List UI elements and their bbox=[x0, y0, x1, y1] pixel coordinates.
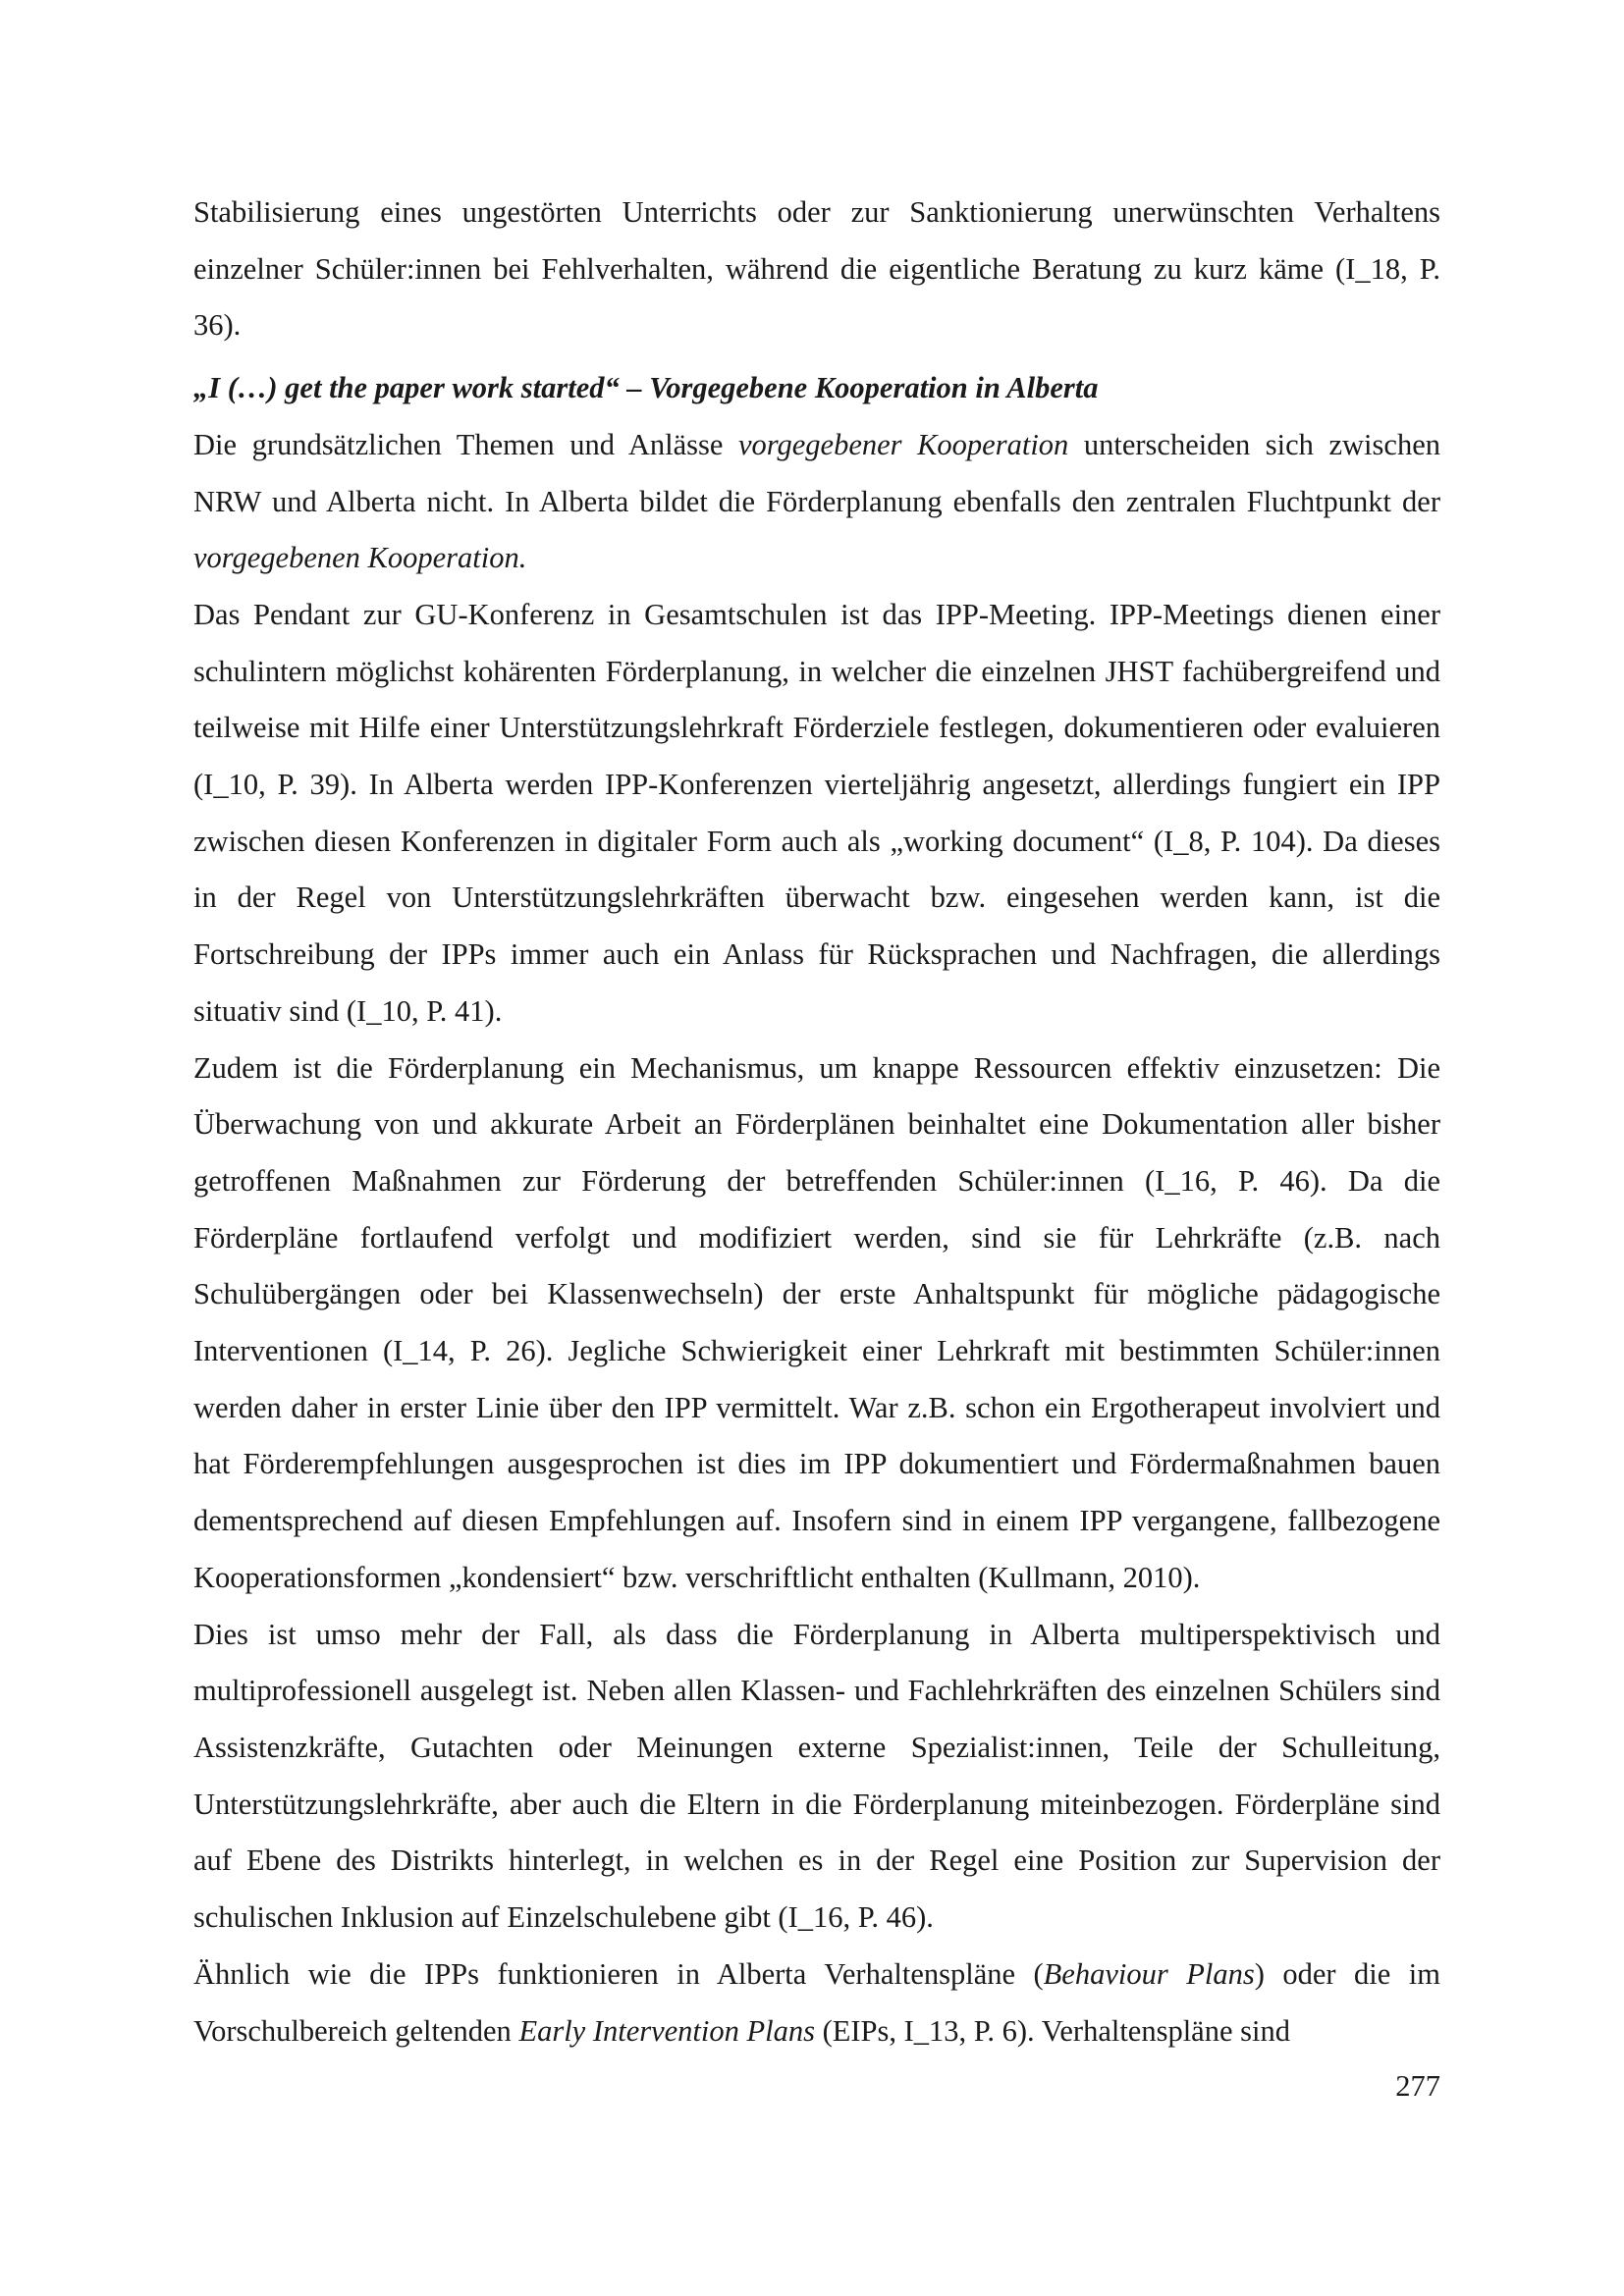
paragraph-resources: Zudem ist die Förderplanung ein Mechanismus, um knappe Ressourcen effektiv einzusetzen: Die Überwachung von und akkurate Arbeit an Förderplänen beinhaltet eine Dokumentation aller bisher getroffenen Maßnahmen zur Förderung der betreffenden Schüler:innen (I_16, P. 46). Da die Förderpläne fortlaufend verfolgt und modifiziert werden, sind sie für Lehrkräfte (z.B. nach Schulübergängen oder bei Klassenwechseln) der erste Anhaltspunkt für mögliche pädagogische Interventionen (I_14, P. 26). Jegliche Schwierigkeit einer Lehrkraft mit bestimmten Schüler:innen werden daher in erster Linie über den IPP vermittelt. War z.B. schon ein Ergotherapeut involviert und hat Förderempfehlungen ausgesprochen ist dies im IPP dokumentiert und Fördermaßnahmen bauen dementsprechend auf diesen Empfehlungen auf. Insofern sind in einem IPP vergangene, fallbezogene Kooperationsformen „kondensiert“ bzw. verschriftlicht enthalten (Kullmann, 2010). bbox=[193, 1050, 1440, 1594]
paragraph-behaviour-plans: Ähnlich wie die IPPs funktionieren in Alberta Verhaltenspläne (Behaviour Plans) oder die im Vorschulbereich geltenden Early Intervention Plans (EIPs, I_13, P. 6). Verhaltenspläne sind bbox=[193, 1956, 1441, 2048]
section-heading: „I (…) get the paper work started“ – Vorgegebene Kooperation in Alberta bbox=[193, 371, 1099, 405]
page-body bbox=[193, 185, 1440, 2059]
paragraph-ipp-meeting: Das Pendant zur GU-Konferenz in Gesamtschulen ist das IPP-Meeting. IPP-Meetings dienen einer schulintern möglichst kohärenten Förderplanung, in welcher die einzelnen JHST fachübergreifend und teilweise mit Hilfe einer Unterstützungslehrkraft Förderziele festlegen, dokumentieren oder evaluieren (I_10, P. 39). In Alberta werden IPP-Konferenzen vierteljährig angesetzt, allerdings fungiert ein IPP zwischen diesen Konferenzen in digitaler Form auch als „working document“ (I_8, P. 104). Da dieses in der Regel von Unterstützungslehrkräften überwacht bzw. eingesehen werden kann, ist die Fortschreibung der IPPs immer auch ein Anlass für Rücksprachen und Nachfragen, die allerdings situativ sind (I_10, P. 41). bbox=[193, 597, 1440, 1028]
paragraph-intro: Die grundsätzlichen Themen und Anlässe vorgegebener Kooperation unterscheiden sich zwischen NRW und Alberta nicht. In Alberta bildet die Förderplanung ebenfalls den zentralen Fluchtpunkt der vorgegebenen Kooperation. bbox=[193, 427, 1440, 575]
paragraph-multiprofessional: Dies ist umso mehr der Fall, als dass die Förderplanung in Alberta multiperspektivisch und multiprofessionell ausgelegt ist. Neben allen Klassen- und Fachlehrkräften des einzelnen Schülers sind Assistenzkräfte, Gutachten oder Meinungen externe Spezialist:innen, Teile der Schulleitung, Unterstützungslehrkräfte, aber auch die Eltern in die Förderplanung miteinbezogen. Förderpläne sind auf Ebene des Distrikts hinterlegt, in welchen es in der Regel eine Position zur Supervision der schulischen Inklusion auf Einzelschulebene gibt (I_16, P. 46). bbox=[193, 1617, 1440, 1935]
page-number: 277 bbox=[1395, 2069, 1440, 2103]
paragraph-continuation: Stabilisierung eines ungestörten Unterrichts oder zur Sanktionierung unerwünschten Verhaltens einzelner Schüler:innen bei Fehlverhalten, während die eigentliche Beratung zu kurz käme (I_18, P. 36). bbox=[193, 195, 1440, 343]
